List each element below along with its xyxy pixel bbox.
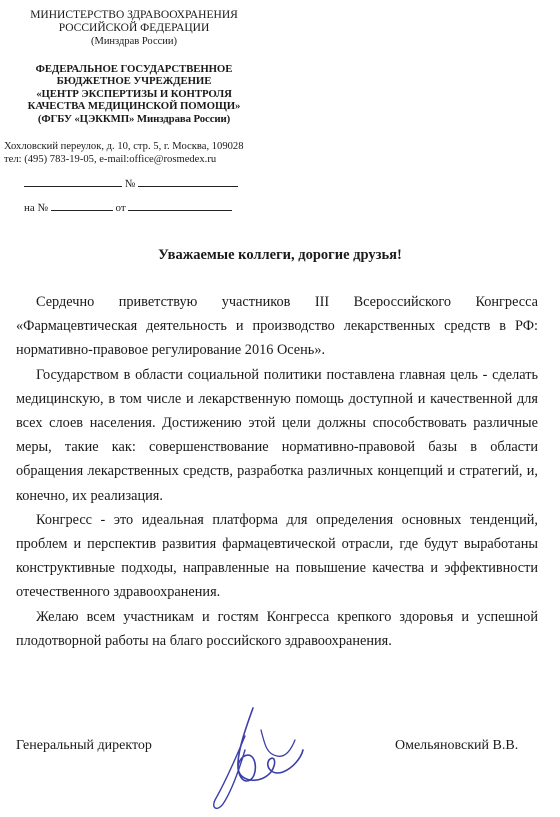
institution-line-5: (ФГБУ «ЦЭККМП» Минздрава России)	[37, 112, 231, 125]
ministry-line-1: МИНИСТЕРСТВО ЗДРАВООХРАНЕНИЯ	[30, 9, 238, 21]
institution-line-2: БЮДЖЕТНОЕ УЧРЕЖДЕНИЕ	[56, 75, 212, 88]
institution-line-3: «ЦЕНТР ЭКСПЕРТИЗЫ И КОНТРОЛЯ	[36, 87, 232, 100]
handwritten-signature	[205, 700, 315, 815]
signatory-title: Генеральный директор	[16, 738, 152, 753]
institution-line-1: ФЕДЕРАЛЬНОЕ ГОСУДАРСТВЕННОЕ	[35, 63, 233, 75]
reference-date-label: от	[115, 202, 126, 214]
institution-header	[0, 63, 268, 125]
letter-body	[16, 290, 538, 653]
ministry-line-2: РОССИЙСКОЙ ФЕДЕРАЦИИ	[58, 22, 210, 34]
institution-line-4: КАЧЕСТВА МЕДИЦИНСКОЙ ПОМОЩИ»	[27, 100, 241, 113]
ministry-header	[0, 9, 268, 48]
date-blank	[24, 177, 122, 187]
outgoing-number-line	[24, 177, 238, 190]
paragraph: Желаю всем участникам и гостям Конгресса крепкого здоровья и успешной плодотворной работы на благо российского здравоохранения.	[16, 608, 538, 649]
signatory-name: Омельяновский В.В.	[395, 738, 519, 753]
reference-line	[24, 201, 232, 214]
address-line: Хохловский переулок, д. 10, стр. 5, г. Москва, 109028	[4, 141, 244, 152]
reference-number-blank	[51, 201, 113, 211]
paragraph: Конгресс - это идеальная платформа для определения основных тенденций, проблем и перспектив развития фармацевтической отрасли, где будут выработаны конструктивные подходы, направленные на повышение качества и эффективности отечественного здравоохранения.	[16, 511, 538, 601]
institution-address-block	[4, 140, 244, 166]
reference-number-label: на №	[24, 202, 49, 214]
paragraph: Сердечно приветствую участников III Всероссийского Конгресса «Фармацевтическая деятельность и производство лекарственных средств в РФ: нормативно-правовое регулирование 2016 Осень».	[16, 294, 538, 359]
contacts-line: тел: (495) 783-19-05, e-mail:office@rosmedex.ru	[4, 154, 217, 165]
greeting: Уважаемые коллеги, дорогие друзья!	[158, 247, 402, 263]
number-blank	[138, 177, 238, 187]
paragraph: Государством в области социальной политики поставлена главная цель - сделать медицинскую, в том числе и лекарственную помощь доступной и качественной для всех слоев населения. Достижению этой цели должны способствовать различные меры, такие как: совершенствование нормативно-правовой базы в области обращения лекарственных средств, разработка различных концепций и стратегий, и, конечно, их реализация.	[16, 366, 538, 504]
number-label: №	[124, 178, 136, 190]
reference-date-blank	[128, 201, 232, 211]
ministry-short-name: (Минздрав России)	[90, 36, 177, 47]
